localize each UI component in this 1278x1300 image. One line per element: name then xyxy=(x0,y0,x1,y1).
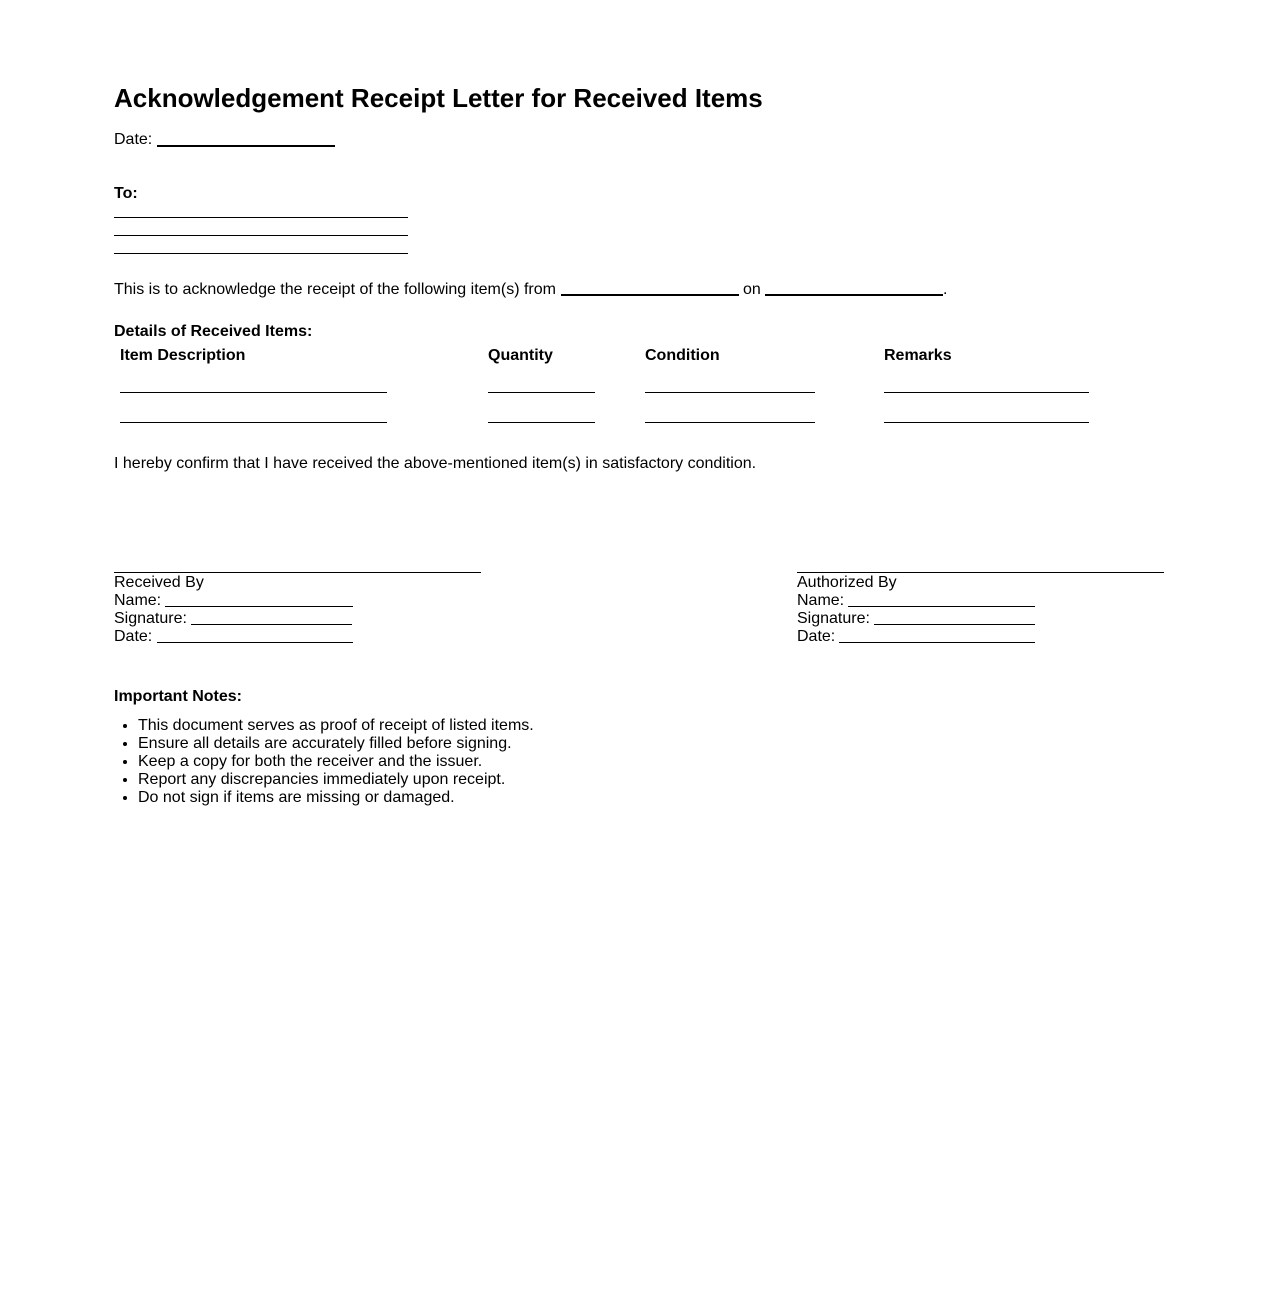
header-quantity: Quantity xyxy=(488,347,553,364)
from-field[interactable] xyxy=(561,294,739,296)
ack-on-text: on xyxy=(743,281,761,298)
received-by-title: Received By xyxy=(114,574,204,591)
authorized-name-field[interactable] xyxy=(848,606,1035,607)
received-by-signature-line[interactable] xyxy=(114,572,481,573)
date-field[interactable] xyxy=(157,145,335,147)
to-label: To: xyxy=(114,185,138,202)
received-signature-field[interactable] xyxy=(191,624,352,625)
row-1-item-description-field[interactable] xyxy=(120,392,387,393)
details-heading: Details of Received Items: xyxy=(114,323,313,340)
ack-text: This is to acknowledge the receipt of the following item(s) from xyxy=(114,281,556,298)
received-date-label: Date: xyxy=(114,628,153,645)
received-date-field[interactable] xyxy=(157,642,353,643)
header-item-description: Item Description xyxy=(120,347,246,364)
to-address-line-2[interactable] xyxy=(114,235,408,236)
row-2-condition-field[interactable] xyxy=(645,422,815,423)
row-1-remarks-field[interactable] xyxy=(884,392,1089,393)
received-name-label: Name: xyxy=(114,592,162,609)
authorized-signature-field[interactable] xyxy=(874,624,1035,625)
header-remarks: Remarks xyxy=(884,347,952,364)
row-1-condition-field[interactable] xyxy=(645,392,815,393)
row-2-quantity-field[interactable] xyxy=(488,422,595,423)
received-signature-label: Signature: xyxy=(114,610,187,627)
on-date-field[interactable] xyxy=(765,294,943,296)
header-condition: Condition xyxy=(645,347,720,364)
to-address-line-3[interactable] xyxy=(114,253,408,254)
list-item: • Keep a copy for both the receiver and the issuer. xyxy=(138,753,534,771)
list-item: • Do not sign if items are missing or damaged. xyxy=(138,789,534,807)
date-label: Date: xyxy=(114,131,153,148)
authorized-date-field[interactable] xyxy=(839,642,1035,643)
confirm-text: I hereby confirm that I have received the above-mentioned item(s) in satisfactory condition. xyxy=(114,455,757,472)
row-1-quantity-field[interactable] xyxy=(488,392,595,393)
list-item: • This document serves as proof of receipt of listed items. xyxy=(138,717,534,735)
authorized-name-label: Name: xyxy=(797,592,845,609)
authorized-date-label: Date: xyxy=(797,628,836,645)
list-item: • Ensure all details are accurately filled before signing. xyxy=(138,735,534,753)
notes-heading: Important Notes: xyxy=(114,688,242,705)
to-address-line-1[interactable] xyxy=(114,217,408,218)
authorized-by-title: Authorized By xyxy=(797,574,897,591)
row-2-remarks-field[interactable] xyxy=(884,422,1089,423)
list-item: • Report any discrepancies immediately upon receipt. xyxy=(138,771,534,789)
authorized-by-signature-line[interactable] xyxy=(797,572,1164,573)
page-title: Acknowledgement Receipt Letter for Received Items xyxy=(114,83,763,113)
authorized-signature-label: Signature: xyxy=(797,610,870,627)
ack-period: . xyxy=(943,281,948,298)
row-2-item-description-field[interactable] xyxy=(120,422,387,423)
received-name-field[interactable] xyxy=(165,606,353,607)
notes-list xyxy=(114,717,534,807)
